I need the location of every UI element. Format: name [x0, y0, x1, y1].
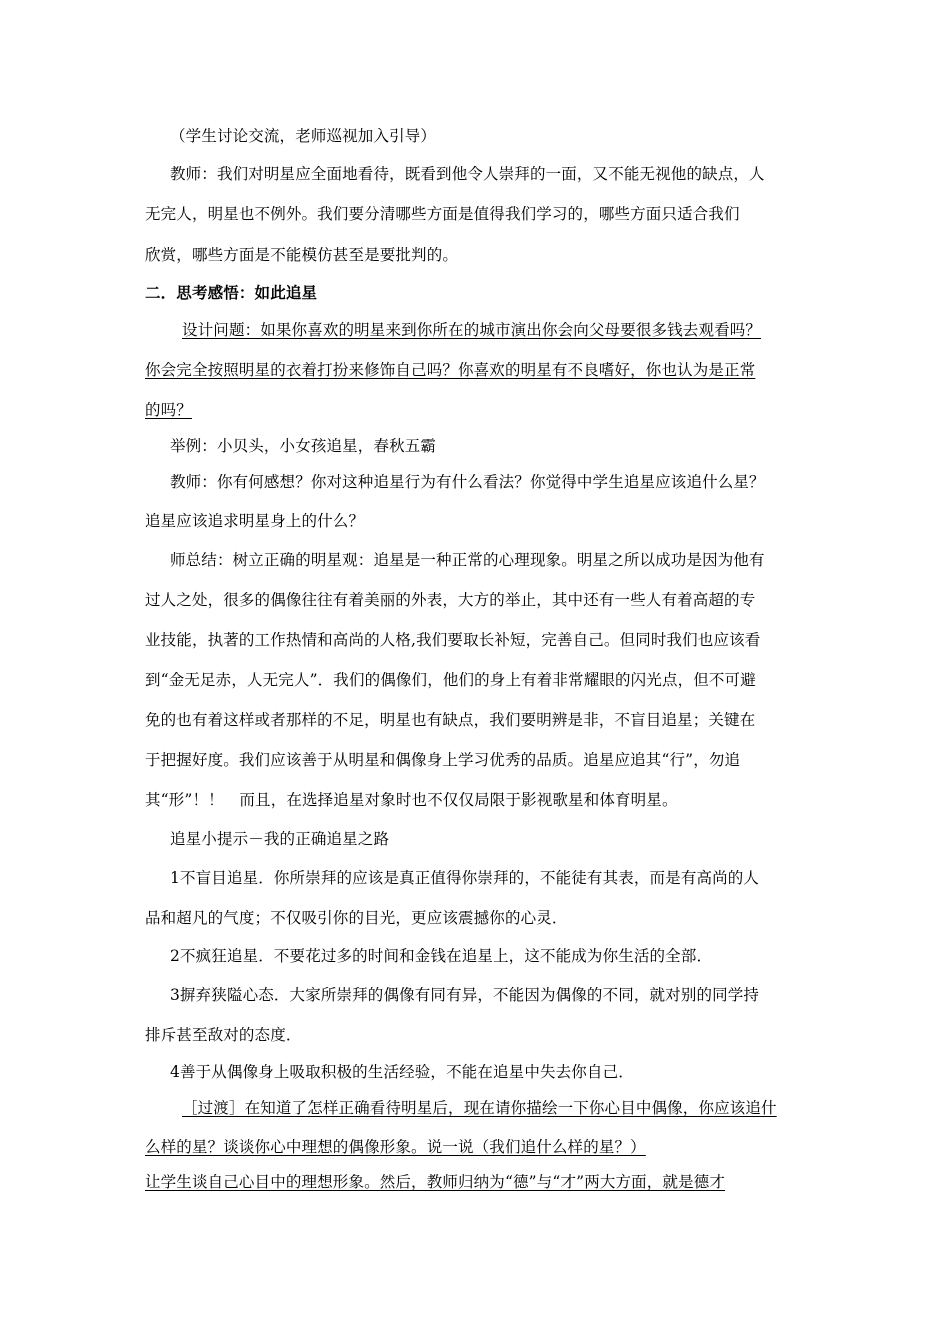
paragraph-discussion-note: （学生讨论交流，老师巡视加入引导） — [170, 127, 437, 145]
paragraph-teacher-line-1: 教师：我们对明星应全面地看待，既看到他令人崇拜的一面，又不能无视他的缺点，人 — [170, 165, 765, 183]
summary-line-1: 师总结：树立正确的明星观：追星是一种正常的心理现象。明星之所以成功是因为他有 — [170, 551, 765, 569]
summary-line-2: 过人之处，很多的偶像往往有着美丽的外表，大方的举止，其中还有一些人有着高超的专 — [145, 591, 756, 609]
tip-3-line-1: 3摒弃狭隘心态．大家所崇拜的偶像有同有异，不能因为偶像的不同，就对别的同学持 — [170, 986, 760, 1004]
summary-line-7: 其“形”！！ 而且，在选择追星对象时也不仅仅局限于影视歌星和体育明星。 — [145, 791, 678, 809]
example-line: 举例：小贝头，小女孩追星，春秋五霸 — [170, 437, 437, 455]
design-question-line-3: 的吗？ — [145, 401, 192, 419]
tip-4: 4善于从偶像身上吸取积极的生活经验，不能在追星中失去你自己． — [170, 1063, 634, 1081]
transition-line-1: ［过渡］在知道了怎样正确看待明星后，现在请你描绘一下你心目中偶像，你应该追什 — [182, 1099, 777, 1117]
tip-3-line-2: 排斥甚至敌对的态度． — [145, 1026, 302, 1044]
transition-line-3: 让学生谈自己心目中的理想形象。然后，教师归纳为“德”与“才”两大方面，就是德才 — [145, 1173, 726, 1191]
tips-heading: 追星小提示－我的正确追星之路 — [170, 830, 390, 848]
section-heading: 二．思考感悟：如此追星 — [145, 284, 318, 302]
summary-line-4: 到“金无足赤，人无完人”．我们的偶像们，他们的身上有着非常耀眼的闪光点，但不可避 — [145, 671, 756, 689]
paragraph-teacher-line-3: 欣赏，哪些方面是不能模仿甚至是要批判的。 — [145, 246, 459, 264]
transition-line-2: 么样的星？谈谈你心中理想的偶像形象。说一说（我们追什么样的星？） — [145, 1138, 646, 1156]
teacher-question-line-2: 追星应该追求明星身上的什么？ — [145, 512, 365, 530]
tip-2: 2不疯狂追星．不要花过多的时间和金钱在追星上，这不能成为你生活的全部． — [170, 947, 713, 965]
paragraph-teacher-line-2: 无完人，明星也不例外。我们要分清哪些方面是值得我们学习的，哪些方面只适合我们 — [145, 205, 740, 223]
summary-line-3: 业技能，执著的工作热情和高尚的人格,我们要取长补短，完善自己。但同时我们也应该看 — [145, 631, 761, 649]
summary-line-6: 于把握好度。我们应该善于从明星和偶像身上学习优秀的品质。追星应追其“行”，勿追 — [145, 751, 741, 769]
design-question-line-2: 你会完全按照明星的衣着打扮来修饰自己吗？你喜欢的明星有不良嗜好，你也认为是正常 — [145, 361, 756, 379]
summary-line-5: 免的也有着这样或者那样的不足，明星也有缺点，我们要明辨是非，不盲目追星；关键在 — [145, 711, 756, 729]
design-question-line-1: 设计问题：如果你喜欢的明星来到你所在的城市演出你会向父母要很多钱去观看吗？ — [182, 321, 762, 339]
tip-1-line-1: 1不盲目追星．你所崇拜的应该是真正值得你崇拜的，不能徒有其表，而是有高尚的人 — [170, 869, 760, 887]
tip-1-line-2: 品和超凡的气度；不仅吸引你的目光，更应该震撼你的心灵． — [145, 909, 568, 927]
teacher-question-line-1: 教师：你有何感想？你对这种追星行为有什么看法？你觉得中学生追星应该追什么星？ — [170, 473, 765, 491]
